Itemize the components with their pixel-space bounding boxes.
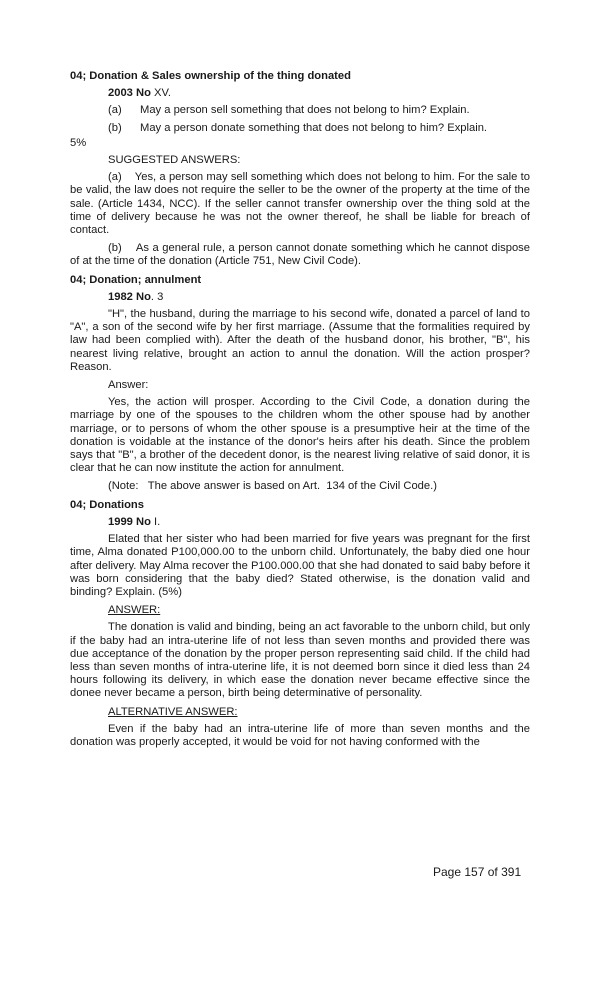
- points-value: 5%: [70, 136, 87, 149]
- question-year: 1999 No: [108, 515, 151, 528]
- page-of-label: of: [487, 865, 498, 879]
- question-paragraph: "H", the husband, during the marriage to his second wife, donated a parcel of land to "A", a son of the second wife by her first marriage. (Assume that the formalities required by law had been complied with). After the death of the husband donor, his brother, "B", his nearest living relative, brought an action to annul the donation. Will the action prosper? Reason.: [70, 308, 530, 373]
- sub-question-text: May a person donate something that does not belong to him? Explain.: [140, 121, 488, 134]
- question-number: [108, 516, 530, 529]
- section-heading: 04; Donations: [70, 498, 144, 511]
- sub-question-a: [108, 104, 530, 117]
- answer-paragraph: (a) Yes, a person may sell something which does not belong to him. For the sale to be valid, the law does not require the seller to be the owner of the property at the time of the sale. (Article 1434, NCC). If the seller cannot transfer ownership over the thing sold at the time of delivery because he was not the owner thereof, he shall be liable for breach of contact.: [70, 171, 530, 237]
- sub-question-text: May a person sell something that does not belong to him? Explain.: [140, 104, 470, 117]
- section-heading: 04; Donation; annulment: [70, 273, 202, 286]
- question-num: XV.: [154, 87, 172, 100]
- question-num: I.: [154, 515, 161, 528]
- page-number: 157: [464, 865, 485, 879]
- answer-label: SUGGESTED ANSWERS:: [108, 154, 241, 167]
- question-paragraph: Elated that her sister who had been married for five years was pregnant for the first time, Alma donated P100,000.00 to the unborn child. Unfortunately, the baby died one hour after delivery. May Alma recover the P100.000.00 that she had donated to said baby before it was born considering that the baby died? Stated otherwise, is the donation valid and binding? Explain. (5%): [70, 533, 530, 598]
- sub-question-label: (a): [108, 104, 122, 117]
- page-label: Page: [433, 865, 462, 879]
- question-number: [108, 291, 530, 304]
- question-year: 2003 No: [108, 87, 151, 100]
- answer-label: ANSWER:: [108, 604, 161, 617]
- alternative-answer-paragraph: Even if the baby had an intra-uterine life of more than seven months and the donation was properly accepted, it would be void for not having conformed with the: [70, 722, 530, 748]
- answer-paragraph: The donation is valid and binding, being an act favorable to the unborn child, but only if the baby had an intra-uterine life of not less than seven months and provided there was due acceptance of the donation by the proper person representing said child. If the child had less than seven months of intra-uterine life, it is not deemed born since it died less than 24 hours following its delivery, in which ease the donation never became effective since the donee never became a person, birth being determinative of personality.: [70, 621, 530, 700]
- section-heading: 04; Donation & Sales ownership of the thing donated: [70, 70, 351, 82]
- answer-paragraph: Yes, the action will prosper. According to the Civil Code, a donation during the marriage by one of the spouses to the children whom the other spouse had by another marriage, or to persons of whom the other spouse is a presumptive heir at the time of the donation is voidable at the instance of the donor's heirs after his death. Since the problem says that "B", a brother of the decedent donor, is the nearest living relative of said donor, it is clear that he can now institute the action for annulment.: [70, 396, 530, 475]
- question-num: . 3: [150, 290, 164, 303]
- page-content: [70, 70, 530, 754]
- page-footer: [433, 866, 521, 879]
- note-paragraph: (Note: The above answer is based on Art. 134 of the Civil Code.): [108, 480, 437, 493]
- answer-label: Answer:: [108, 379, 149, 392]
- sub-question-label: (b): [108, 121, 122, 134]
- sub-question-b: [108, 122, 530, 135]
- alternative-answer-label: ALTERNATIVE ANSWER:: [108, 705, 238, 718]
- page-total: 391: [501, 865, 522, 879]
- question-year: 1982 No: [108, 290, 151, 303]
- question-number: [108, 87, 530, 100]
- answer-paragraph: (b) As a general rule, a person cannot donate something which he cannot dispose of at the time of the donation (Article 751, New Civil Code).: [70, 242, 530, 268]
